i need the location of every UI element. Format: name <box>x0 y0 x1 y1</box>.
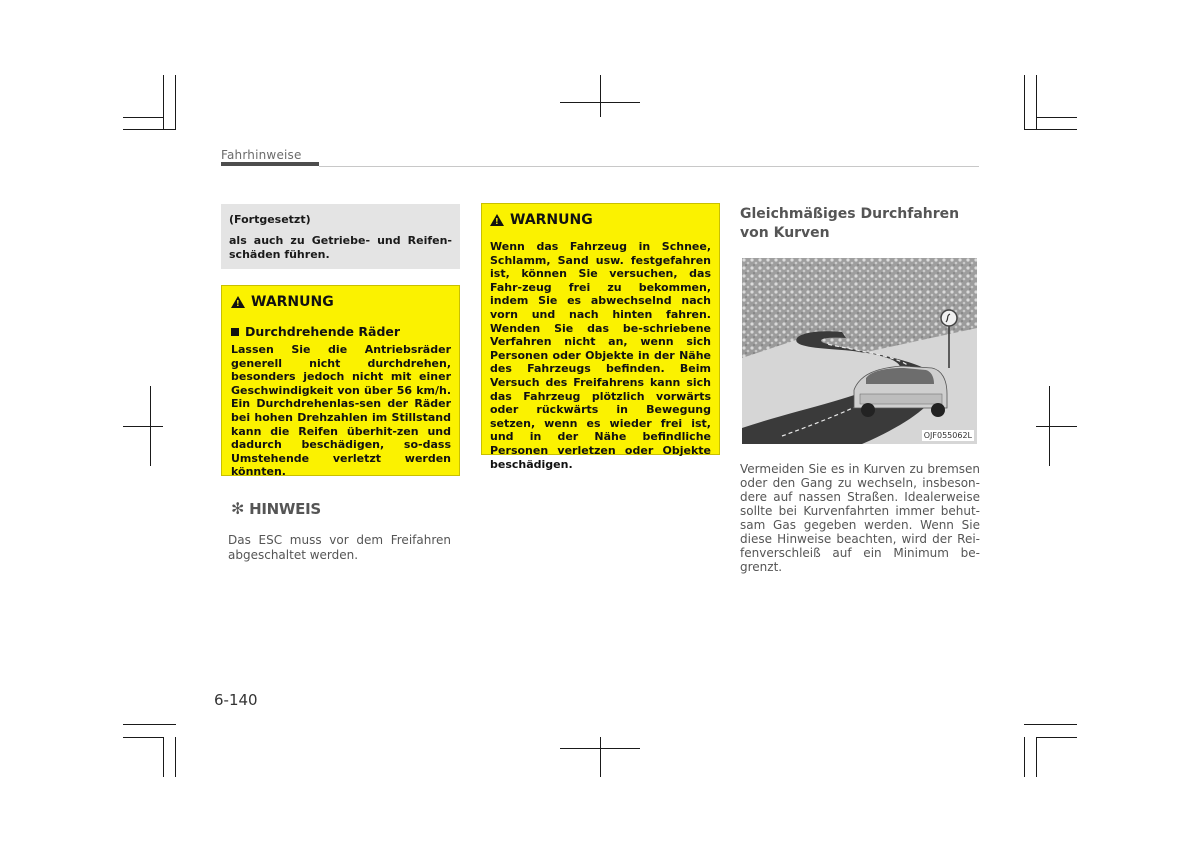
image-code: OJF055062L <box>923 431 972 440</box>
section-body-text: Vermeiden Sie es in Kurven zu bremsen oder den Gang zu wechseln, insbeson-dere auf nassen Straßen. Idealerweise sollte bei Kurvenfahrten immer behut-sam Gas gegeben werden. Wenn Sie diese Hinweise beachten, wird der Rei-fenverschleiß auf ein Minimum be-grenzt. <box>740 462 980 574</box>
section-header: Fahrhinweise <box>221 148 302 162</box>
warning-box-wheelspin <box>221 285 460 479</box>
note-heading <box>231 499 321 518</box>
warning-box-stuck <box>481 203 720 471</box>
warning-subtitle: Durchdrehende Räder <box>245 324 401 339</box>
note-title: HINWEIS <box>249 499 321 518</box>
curve-road-photo <box>742 258 977 444</box>
warning-title: WARNUNG <box>510 212 593 228</box>
warning-triangle-icon: ! <box>231 296 245 308</box>
warning-text: Lassen Sie die Antriebsräder generell nicht durchdrehen, besonders jedoch nicht mit einer Geschwindigkeit von über 56 km/h. Ein Durchdrehenlas-sen der Räder bei hohen Drehzahlen im Stillstand kann die Reifen überhit-zen und dadurch beschädigen, so-dass Umstehende verletzt werden könnten. <box>231 343 451 479</box>
header-rule <box>319 166 979 167</box>
warning-text: Wenn das Fahrzeug in Schnee, Schlamm, Sand usw. festgefahren ist, können Sie versuchen, das Fahr-zeug frei zu bekommen, indem Sie es abwechselnd nach vorn und nach hinten fahren. Wenden Sie das be-schriebene Verfahren nicht an, wenn sich Personen oder Objekte in der Nähe des Fahrzeugs befinden. Beim Versuch des Freifahrens kann sich das Fahrzeug plötzlich vorwärts oder rückwärts in Bewegung setzen, wenn es wieder frei ist, und in der Nähe befindliche Personen verletzen oder Objekte beschädigen. <box>490 240 711 471</box>
section-title: Gleichmäßiges Durchfahren von Kurven <box>740 206 960 241</box>
continued-label: (Fortgesetzt) <box>229 213 311 226</box>
warning-triangle-icon: ! <box>490 214 504 226</box>
note-star-icon: ✻ <box>231 499 245 518</box>
bullet-square-icon <box>231 328 239 336</box>
header-bar <box>221 162 319 166</box>
warning-title: WARNUNG <box>251 294 334 310</box>
continued-text: als auch zu Getriebe- und Reifen-schäden führen. <box>229 234 452 261</box>
page-number: 6-140 <box>214 691 258 709</box>
continued-box <box>221 204 460 269</box>
note-text: Das ESC muss vor dem Freifahren abgeschaltet werden. <box>228 533 451 562</box>
